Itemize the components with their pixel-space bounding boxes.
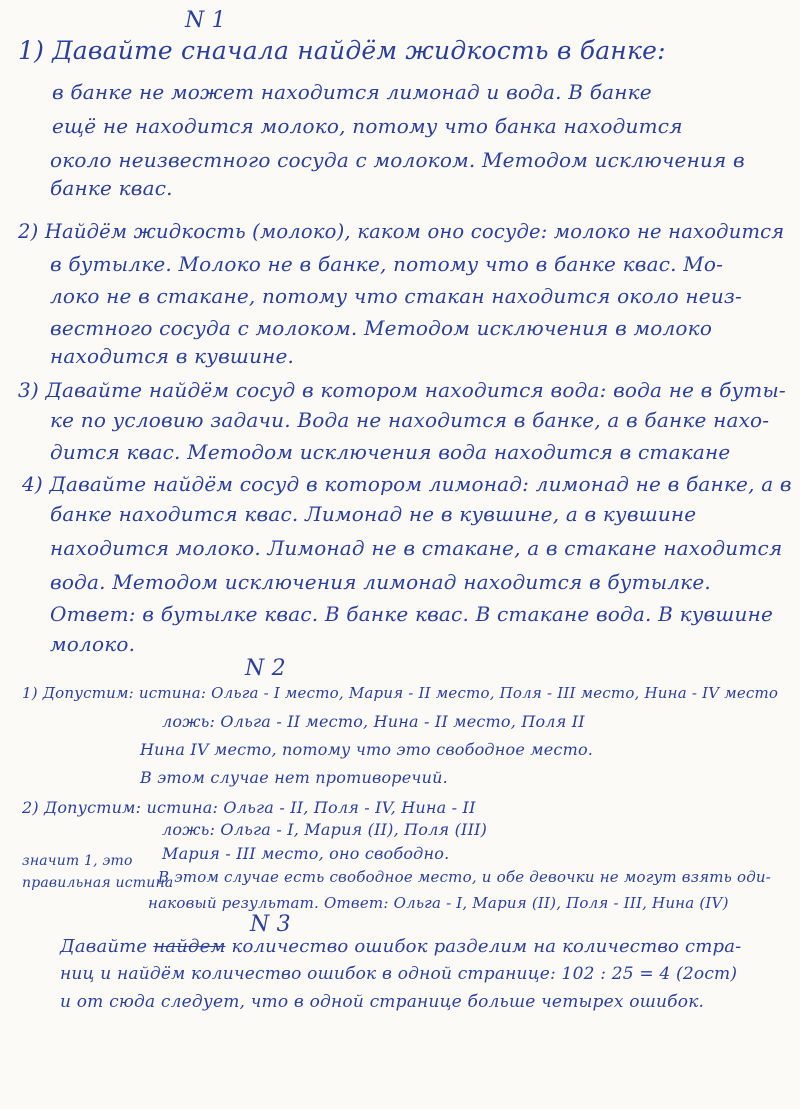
- task1-line: вода. Методом исключения лимонад находится в бутылке.: [50, 570, 711, 594]
- task2-header: N 2: [245, 656, 286, 681]
- task1-line: ещё не находится молоко, потому что банка находится: [52, 114, 683, 138]
- task1-line: банке находится квас. Лимонад не в кувшине, а в кувшине: [50, 502, 697, 526]
- task1-line: около неизвестного сосуда с молоком. Методом исключения в: [50, 148, 745, 172]
- task1-line: 3) Давайте найдём сосуд в котором находится вода: вода не в буты-: [18, 378, 786, 402]
- task2-line: наковый результат. Ответ: Ольга - I, Мария (II), Поля - III, Нина (IV): [148, 894, 729, 912]
- task1-line: дится квас. Методом исключения вода находится в стакане: [50, 440, 731, 464]
- task1-line: 4) Давайте найдём сосуд в котором лимонад: лимонад не в банке, а в: [22, 472, 792, 496]
- task2-line: 1) Допустим: истина: Ольга - I место, Мария - II место, Поля - III место, Нина - IV место: [22, 684, 779, 702]
- task1-line: молоко.: [50, 632, 136, 656]
- task1-line: 2) Найдём жидкость (молоко), каком оно сосуде: молоко не находится: [18, 220, 785, 243]
- task2-line: В этом случае нет противоречий.: [140, 768, 448, 787]
- task3-line: ниц и найдём количество ошибок в одной странице: 102 : 25 = 4 (2ост): [60, 964, 738, 984]
- task1-header: N 1: [185, 8, 226, 33]
- task2-line: Нина IV место, потому что это свободное место.: [140, 740, 594, 759]
- task1-line: вестного сосуда с молоком. Методом исключения в молоко: [50, 316, 713, 340]
- task3-header: N 3: [250, 912, 291, 937]
- task1-line: находится молоко. Лимонад не в стакане, а в стакане находится: [50, 536, 783, 560]
- task2-line: В этом случае есть свободное место, и обе девочки не могут взять оди-: [158, 868, 772, 886]
- task2-line: ложь: Ольга - II место, Нина - II место, Поля II: [162, 712, 585, 731]
- task1-line: 1) Давайте сначала найдём жидкость в банке:: [18, 36, 666, 65]
- task2-margin-note: значит 1, это: [22, 853, 133, 869]
- task2-margin-note: правильная истина: [22, 875, 174, 891]
- task3-line: и от сюда следует, что в одной странице больше четырех ошибок.: [60, 992, 705, 1012]
- task3-line: [60, 938, 741, 956]
- task1-line: банке квас.: [50, 176, 173, 200]
- task1-line: в бутылке. Молоко не в банке, потому что в банке квас. Мо-: [50, 252, 724, 276]
- task3-word: Давайте: [60, 936, 148, 957]
- task3-struck-word: найдем: [153, 936, 226, 957]
- task3-text: количество ошибок разделим на количество стра-: [231, 936, 742, 957]
- task1-line: локо не в стакане, потому что стакан находится около неиз-: [50, 284, 742, 308]
- task2-line: Мария - III место, оно свободно.: [162, 844, 450, 863]
- task2-line: 2) Допустим: истина: Ольга - II, Поля - IV, Нина - II: [22, 798, 476, 817]
- task2-line: ложь: Ольга - I, Мария (II), Поля (III): [162, 820, 488, 839]
- task1-line: в банке не может находится лимонад и вода. В банке: [52, 80, 652, 104]
- task1-line: ке по условию задачи. Вода не находится в банке, а в банке нахо-: [50, 408, 770, 432]
- task1-line: Ответ: в бутылке квас. В банке квас. В стакане вода. В кувшине: [50, 602, 774, 626]
- task1-line: находится в кувшине.: [50, 344, 295, 368]
